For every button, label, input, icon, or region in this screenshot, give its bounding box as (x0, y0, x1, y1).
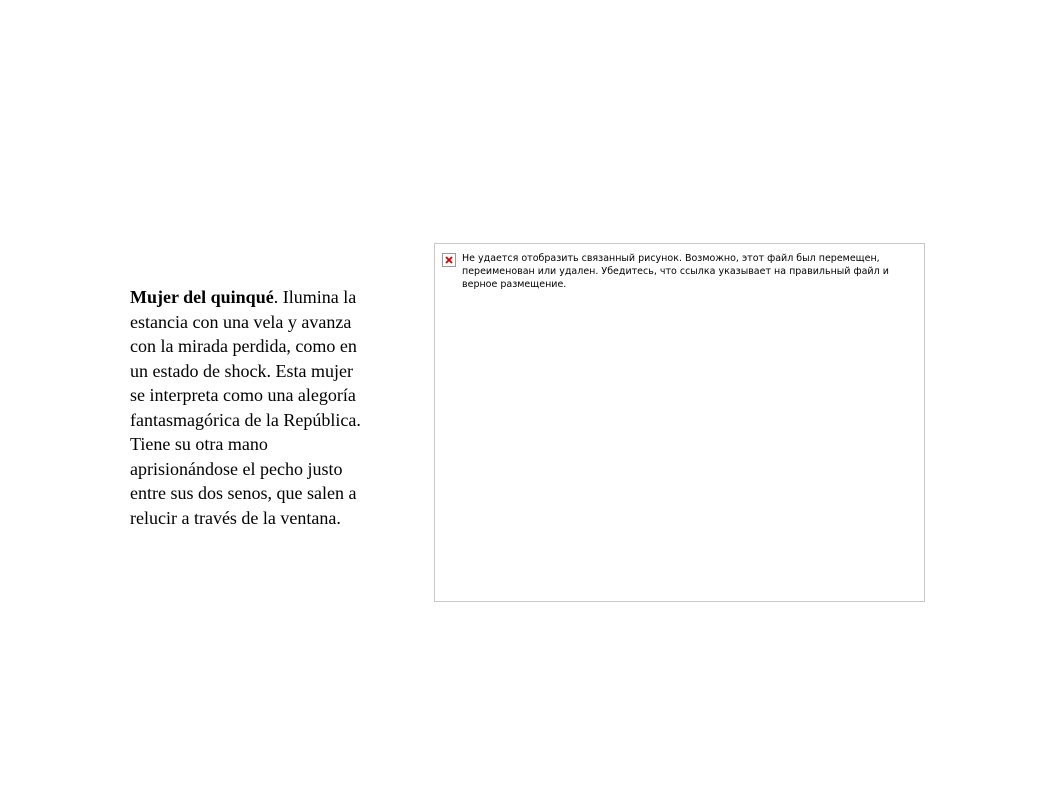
broken-image-message: Не удается отобразить связанный рисунок. Возможно, этот файл был перемещен, переименован или удален. Убедитесь, что ссылка указывает на правильный файл и верное размещение. (462, 253, 889, 290)
broken-image-icon (442, 253, 456, 267)
caption-title: Mujer del quinqué (130, 287, 274, 307)
caption-text (130, 285, 362, 530)
caption-body: Ilumina la estancia con una vela y avanza con la mirada perdida, como en un estado de shock. Esta mujer se interpreta como una alegoría fantasmagórica de la República. Tiene su otra mano aprisionándose el pecho justo entre sus dos senos, que salen a relucir a través de la ventana. (130, 287, 361, 528)
caption-title-suffix: . (273, 287, 279, 307)
broken-image-frame (434, 243, 925, 602)
